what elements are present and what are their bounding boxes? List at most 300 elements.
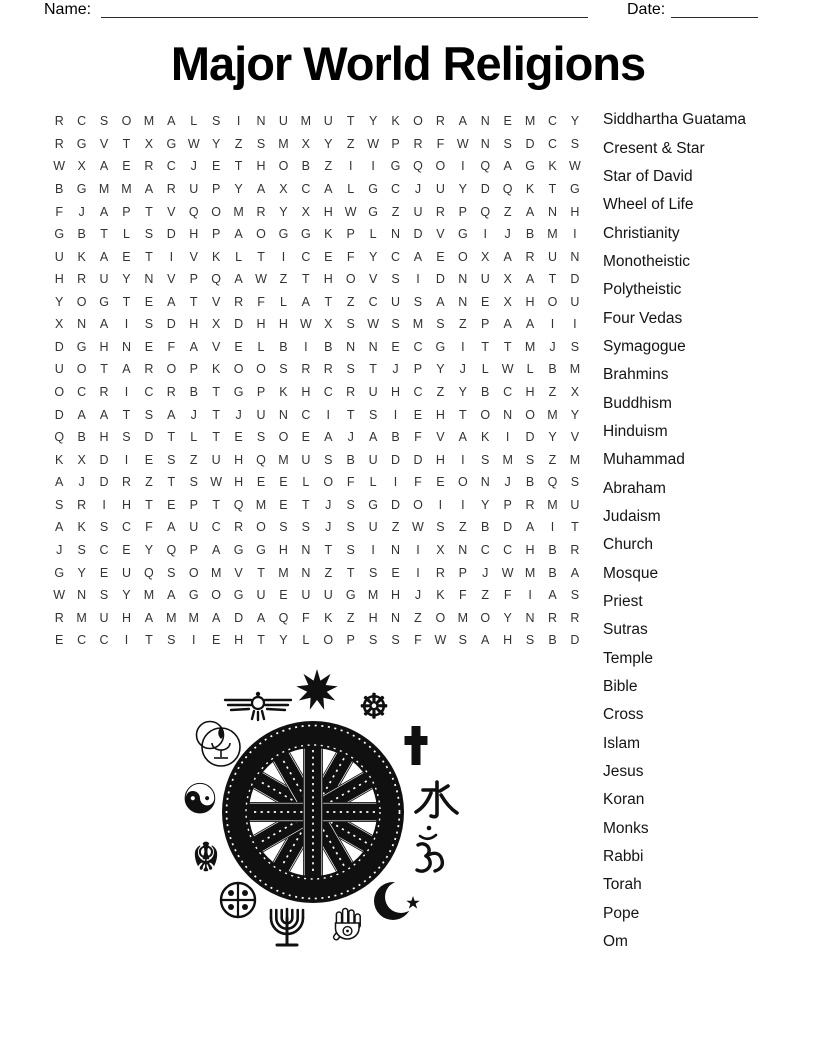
grid-letter: I xyxy=(505,430,510,445)
grid-letter: O xyxy=(345,272,356,287)
grid-letter: R xyxy=(570,542,580,557)
bahai-star-icon xyxy=(296,669,337,710)
grid-letter: S xyxy=(167,565,176,580)
grid-letter: S xyxy=(189,475,198,490)
grid-letter: H xyxy=(99,430,109,445)
grid-letter: T xyxy=(212,497,220,512)
grid-letter: E xyxy=(279,497,288,512)
grid-letter: B xyxy=(481,385,490,400)
grid-letter: N xyxy=(480,136,490,151)
grid-letter: W xyxy=(187,136,200,151)
grid-letter: U xyxy=(256,407,266,422)
grid-letter: Q xyxy=(211,272,222,287)
grid-letter: E xyxy=(413,407,423,422)
grid-letter: Z xyxy=(391,520,400,535)
grid-letter: N xyxy=(503,407,513,422)
grid-letter: G xyxy=(300,227,311,242)
interfaith-symbols-illustration xyxy=(163,660,468,960)
grid-letter: I xyxy=(393,475,398,490)
grid-letter: H xyxy=(121,497,131,512)
grid-letter: O xyxy=(547,294,558,309)
grid-letter: M xyxy=(524,339,536,354)
grid-letter: X xyxy=(570,385,580,400)
grid-letter: U xyxy=(570,497,580,512)
grid-letter: V xyxy=(99,136,109,151)
grid-letter: A xyxy=(99,159,109,174)
grid-letter: R xyxy=(323,362,333,377)
grid-letter: R xyxy=(435,204,445,219)
grid-letter: E xyxy=(436,249,445,264)
grid-letter: I xyxy=(236,114,241,129)
grid-letter: J xyxy=(190,407,197,422)
grid-letter: P xyxy=(413,362,423,377)
grid-letter: C xyxy=(368,294,378,309)
grid-letter: Y xyxy=(279,204,288,219)
grid-letter: S xyxy=(570,588,580,603)
grid-letter: R xyxy=(166,385,176,400)
grid-letter: F xyxy=(503,588,512,603)
grid-letter: W xyxy=(412,520,424,535)
grid-letter: A xyxy=(413,249,423,264)
grid-letter: J xyxy=(347,430,354,445)
grid-letter: T xyxy=(122,407,131,422)
grid-letter: O xyxy=(457,249,468,264)
om-icon xyxy=(417,826,442,871)
grid-letter: D xyxy=(525,430,535,445)
grid-letter: B xyxy=(525,227,535,242)
word-list-item: Star of David xyxy=(603,167,693,185)
grid-letter: A xyxy=(256,181,266,196)
grid-letter: A xyxy=(301,294,311,309)
grid-letter: Q xyxy=(480,159,491,174)
grid-letter: F xyxy=(346,475,355,490)
grid-letter: P xyxy=(391,136,400,151)
grid-letter: A xyxy=(570,565,580,580)
grid-letter: D xyxy=(166,317,176,332)
grid-letter: S xyxy=(570,136,580,151)
grid-letter: S xyxy=(144,227,154,242)
grid-letter: D xyxy=(525,136,535,151)
grid-letter: B xyxy=(324,339,333,354)
grid-letter: H xyxy=(391,588,401,603)
grid-letter: P xyxy=(189,497,198,512)
menorah-icon xyxy=(271,909,303,945)
grid-letter: H xyxy=(278,317,288,332)
grid-letter: M xyxy=(569,362,581,377)
grid-letter: K xyxy=(211,362,221,377)
grid-letter: H xyxy=(234,475,244,490)
grid-letter: I xyxy=(573,227,577,242)
grid-letter: C xyxy=(77,114,87,129)
grid-letter: R xyxy=(346,385,356,400)
grid-letter: I xyxy=(348,159,353,174)
grid-letter: I xyxy=(550,317,555,332)
grid-letter: C xyxy=(391,181,401,196)
grid-letter: A xyxy=(167,407,176,422)
grid-letter: O xyxy=(121,114,132,129)
page-title: Major World Religions xyxy=(170,37,646,90)
grid-letter: N xyxy=(570,249,580,264)
grid-letter: G xyxy=(368,497,378,512)
grid-letter: U xyxy=(391,294,401,309)
grid-letter: N xyxy=(480,475,490,490)
word-list-item: Pope xyxy=(603,904,640,922)
grid-letter: V xyxy=(167,204,176,219)
grid-letter: S xyxy=(413,294,423,309)
grid-letter: C xyxy=(391,249,401,264)
grid-letter: Z xyxy=(279,272,288,287)
grid-letter: S xyxy=(256,430,266,445)
grid-letter: E xyxy=(324,249,333,264)
grid-letter: Z xyxy=(548,452,557,467)
grid-letter: L xyxy=(302,475,310,490)
grid-letter: N xyxy=(458,294,468,309)
grid-letter: L xyxy=(347,181,355,196)
grid-letter: Y xyxy=(279,633,288,648)
grid-letter: M xyxy=(98,181,110,196)
grid-letter: Q xyxy=(413,159,423,174)
grid-letter: O xyxy=(256,227,266,242)
grid-letter: Y xyxy=(144,542,154,557)
grid-letter: Y xyxy=(481,497,490,512)
grid-letter: P xyxy=(122,204,131,219)
grid-letter: Z xyxy=(346,294,355,309)
grid-letter: O xyxy=(76,362,87,377)
grid-letter: B xyxy=(391,430,400,445)
grid-letter: P xyxy=(481,317,490,332)
grid-letter: I xyxy=(304,339,308,354)
grid-letter: S xyxy=(346,317,355,332)
grid-letter: C xyxy=(323,385,333,400)
grid-letter: H xyxy=(121,610,131,625)
word-list-item: Siddhartha Guatama xyxy=(603,111,747,129)
word-list-item: Koran xyxy=(603,791,645,809)
grid-letter: P xyxy=(189,272,198,287)
grid-letter: M xyxy=(457,610,469,625)
grid-letter: T xyxy=(100,362,108,377)
grid-letter: T xyxy=(503,339,512,354)
grid-letter: E xyxy=(122,249,131,264)
grid-letter: O xyxy=(413,497,423,512)
grid-letter: W xyxy=(299,317,312,332)
grid-letter: O xyxy=(211,588,222,603)
grid-letter: J xyxy=(392,362,399,377)
grid-letter: E xyxy=(211,633,221,648)
grid-letter: I xyxy=(461,339,465,354)
grid-letter: S xyxy=(122,430,131,445)
word-list-item: Hinduism xyxy=(603,422,668,440)
grid-letter: O xyxy=(457,475,468,490)
grid-letter: V xyxy=(189,249,198,264)
grid-letter: D xyxy=(391,452,401,467)
grid-letter: E xyxy=(55,633,64,648)
grid-letter: L xyxy=(481,362,489,377)
grid-letter: U xyxy=(278,114,288,129)
grid-letter: C xyxy=(77,633,87,648)
grid-letter: Q xyxy=(54,430,65,445)
grid-letter: C xyxy=(503,385,513,400)
grid-letter: W xyxy=(501,565,514,580)
grid-letter: A xyxy=(55,520,64,535)
grid-letter: N xyxy=(458,542,468,557)
grid-letter: M xyxy=(233,204,244,219)
grid-letter: I xyxy=(124,452,129,467)
word-list-item: Buddhism xyxy=(603,394,672,412)
grid-letter: N xyxy=(547,204,557,219)
grid-letter: I xyxy=(438,497,443,512)
grid-letter: L xyxy=(302,633,310,648)
yin-yang-icon: ☯ xyxy=(181,774,219,824)
grid-letter: K xyxy=(55,452,64,467)
grid-letter: B xyxy=(548,542,557,557)
grid-letter: S xyxy=(279,362,288,377)
grid-letter: H xyxy=(435,452,445,467)
grid-letter: E xyxy=(391,565,400,580)
grid-letter: E xyxy=(122,159,131,174)
grid-letter: J xyxy=(504,475,511,490)
grid-letter: G xyxy=(256,542,266,557)
grid-letter: E xyxy=(211,159,221,174)
grid-letter: H xyxy=(503,633,513,648)
grid-letter: S xyxy=(570,475,580,490)
grid-letter: X xyxy=(503,294,512,309)
word-list-item: Priest xyxy=(603,593,643,611)
grid-letter: A xyxy=(525,204,535,219)
grid-letter: D xyxy=(99,475,109,490)
grid-letter: H xyxy=(435,407,445,422)
grid-letter: A xyxy=(99,407,109,422)
grid-letter: K xyxy=(279,385,288,400)
grid-letter: R xyxy=(525,497,535,512)
grid-letter: L xyxy=(526,362,534,377)
grid-letter: E xyxy=(234,339,243,354)
grid-letter: A xyxy=(458,430,467,445)
grid-letter: G xyxy=(54,565,65,580)
grid-letter: L xyxy=(279,294,287,309)
word-list-item: Cross xyxy=(603,706,644,724)
grid-letter: Q xyxy=(256,452,266,467)
grid-letter: S xyxy=(481,452,490,467)
grid-letter: R xyxy=(77,272,87,287)
grid-letter: S xyxy=(436,520,445,535)
grid-letter: X xyxy=(503,272,512,287)
grid-letter: T xyxy=(257,565,265,580)
grid-letter: C xyxy=(301,249,311,264)
grid-letter: A xyxy=(458,114,467,129)
word-list-item: Om xyxy=(603,933,628,951)
grid-letter: H xyxy=(278,542,288,557)
grid-letter: O xyxy=(525,407,535,422)
grid-letter: A xyxy=(77,407,86,422)
khanda-icon: ☬ xyxy=(191,835,221,881)
grid-letter: A xyxy=(122,362,131,377)
grid-letter: T xyxy=(257,249,265,264)
grid-letter: B xyxy=(548,362,557,377)
grid-letter: Q xyxy=(166,542,177,557)
grid-letter: I xyxy=(326,407,331,422)
grid-letter: H xyxy=(234,633,244,648)
word-list-item: Monotheistic xyxy=(603,252,691,270)
grid-letter: S xyxy=(144,407,154,422)
grid-letter: Y xyxy=(548,430,557,445)
grid-letter: E xyxy=(122,542,131,557)
grid-letter: B xyxy=(525,475,535,490)
grid-letter: O xyxy=(480,407,491,422)
grid-letter: D xyxy=(503,520,513,535)
grid-letter: M xyxy=(569,452,581,467)
word-list-item: Islam xyxy=(603,734,641,752)
grid-letter: S xyxy=(144,317,154,332)
grid-letter: Q xyxy=(480,204,491,219)
grid-letter: M xyxy=(278,565,289,580)
grid-letter: A xyxy=(211,610,221,625)
grid-letter: T xyxy=(571,520,579,535)
grid-letter: R xyxy=(435,114,445,129)
grid-letter: D xyxy=(234,317,244,332)
grid-letter: A xyxy=(525,520,535,535)
grid-letter: A xyxy=(189,339,198,354)
grid-letter: W xyxy=(255,272,267,287)
grid-letter: U xyxy=(301,588,311,603)
grid-letter: R xyxy=(54,136,64,151)
grid-letter: X xyxy=(301,204,311,219)
grid-letter: Z xyxy=(324,565,333,580)
grid-letter: B xyxy=(279,339,288,354)
grid-letter: Z xyxy=(458,317,467,332)
grid-letter: C xyxy=(211,520,221,535)
grid-letter: E xyxy=(234,430,243,445)
grid-letter: U xyxy=(547,249,557,264)
word-list-item: Rabbi xyxy=(603,848,644,866)
grid-letter: L xyxy=(190,114,198,129)
grid-letter: H xyxy=(525,385,535,400)
grid-letter: H xyxy=(99,339,109,354)
grid-letter: T xyxy=(324,542,333,557)
grid-letter: J xyxy=(482,565,489,580)
grid-letter: S xyxy=(99,114,109,129)
grid-letter: G xyxy=(76,136,87,151)
grid-letter: K xyxy=(77,520,86,535)
grid-letter: S xyxy=(368,407,378,422)
grid-letter: G xyxy=(435,339,446,354)
grid-letter: T xyxy=(346,565,355,580)
grid-letter: S xyxy=(99,588,109,603)
grid-letter: X xyxy=(436,542,445,557)
grid-letter: C xyxy=(547,136,557,151)
grid-letter: Q xyxy=(144,565,154,580)
grid-letter: G xyxy=(457,227,468,242)
grid-letter: X xyxy=(144,136,154,151)
grid-letter: N xyxy=(301,542,311,557)
grid-letter: P xyxy=(346,227,355,242)
grid-letter: S xyxy=(167,452,176,467)
word-list-item: Bible xyxy=(603,678,638,696)
grid-letter: O xyxy=(278,159,289,174)
grid-letter: D xyxy=(144,430,154,445)
grid-letter: E xyxy=(144,294,154,309)
grid-letter: P xyxy=(458,204,467,219)
grid-letter: B xyxy=(77,227,86,242)
grid-letter: C xyxy=(144,385,154,400)
grid-letter: A xyxy=(525,317,535,332)
grid-letter: K xyxy=(481,430,490,445)
grid-letter: S xyxy=(324,452,333,467)
grid-letter: W xyxy=(569,159,581,174)
grid-letter: I xyxy=(281,249,286,264)
grid-letter: N xyxy=(256,114,266,129)
grid-letter: E xyxy=(481,294,490,309)
grid-letter: W xyxy=(501,362,514,377)
grid-letter: P xyxy=(458,565,467,580)
word-list-item: Church xyxy=(603,536,653,554)
grid-letter: B xyxy=(189,385,198,400)
grid-letter: N xyxy=(480,114,490,129)
grid-letter: H xyxy=(570,204,580,219)
grid-letter: U xyxy=(54,249,64,264)
word-search-grid xyxy=(48,110,586,652)
grid-letter: T xyxy=(324,294,333,309)
grid-letter: X xyxy=(211,317,221,332)
grid-letter: P xyxy=(346,633,355,648)
grid-letter: F xyxy=(167,339,176,354)
grid-letter: H xyxy=(234,452,244,467)
grid-letter: T xyxy=(189,294,198,309)
grid-letter: S xyxy=(368,565,378,580)
grid-letter: Y xyxy=(570,407,580,422)
grid-letter: N xyxy=(368,339,378,354)
word-list-item: Brahmins xyxy=(603,366,669,384)
grid-letter: S xyxy=(77,542,86,557)
crescent-star-icon xyxy=(374,881,420,920)
grid-letter: A xyxy=(167,588,176,603)
grid-letter: Y xyxy=(122,272,131,287)
grid-letter: S xyxy=(301,520,311,535)
grid-letter: W xyxy=(53,588,66,603)
grid-letter: S xyxy=(167,633,176,648)
grid-letter: Z xyxy=(414,610,422,625)
grid-letter: B xyxy=(548,565,557,580)
grid-letter: R xyxy=(234,294,244,309)
grid-letter: A xyxy=(234,272,243,287)
grid-letter: S xyxy=(211,114,221,129)
grid-letter: A xyxy=(167,520,176,535)
grid-letter: R xyxy=(256,204,266,219)
grid-letter: U xyxy=(368,452,378,467)
grid-letter: I xyxy=(416,272,420,287)
grid-letter: I xyxy=(461,159,465,174)
grid-letter: T xyxy=(234,159,243,174)
grid-letter: Z xyxy=(234,136,243,151)
grid-letter: R xyxy=(99,385,109,400)
grid-letter: X xyxy=(481,249,490,264)
grid-letter: U xyxy=(368,385,378,400)
grid-letter: M xyxy=(188,610,199,625)
grid-letter: P xyxy=(503,497,512,512)
grid-letter: H xyxy=(301,385,311,400)
grid-letter: R xyxy=(166,181,176,196)
grid-letter: J xyxy=(414,181,422,196)
grid-letter: T xyxy=(122,294,131,309)
grid-letter: Y xyxy=(436,362,445,377)
grid-letter: K xyxy=(436,588,445,603)
grid-letter: S xyxy=(570,339,580,354)
grid-letter: N xyxy=(121,339,131,354)
grid-letter: M xyxy=(166,610,177,625)
jain-hand-icon xyxy=(333,909,361,941)
grid-letter: M xyxy=(210,565,222,580)
grid-letter: L xyxy=(235,249,243,264)
grid-letter: C xyxy=(413,339,423,354)
